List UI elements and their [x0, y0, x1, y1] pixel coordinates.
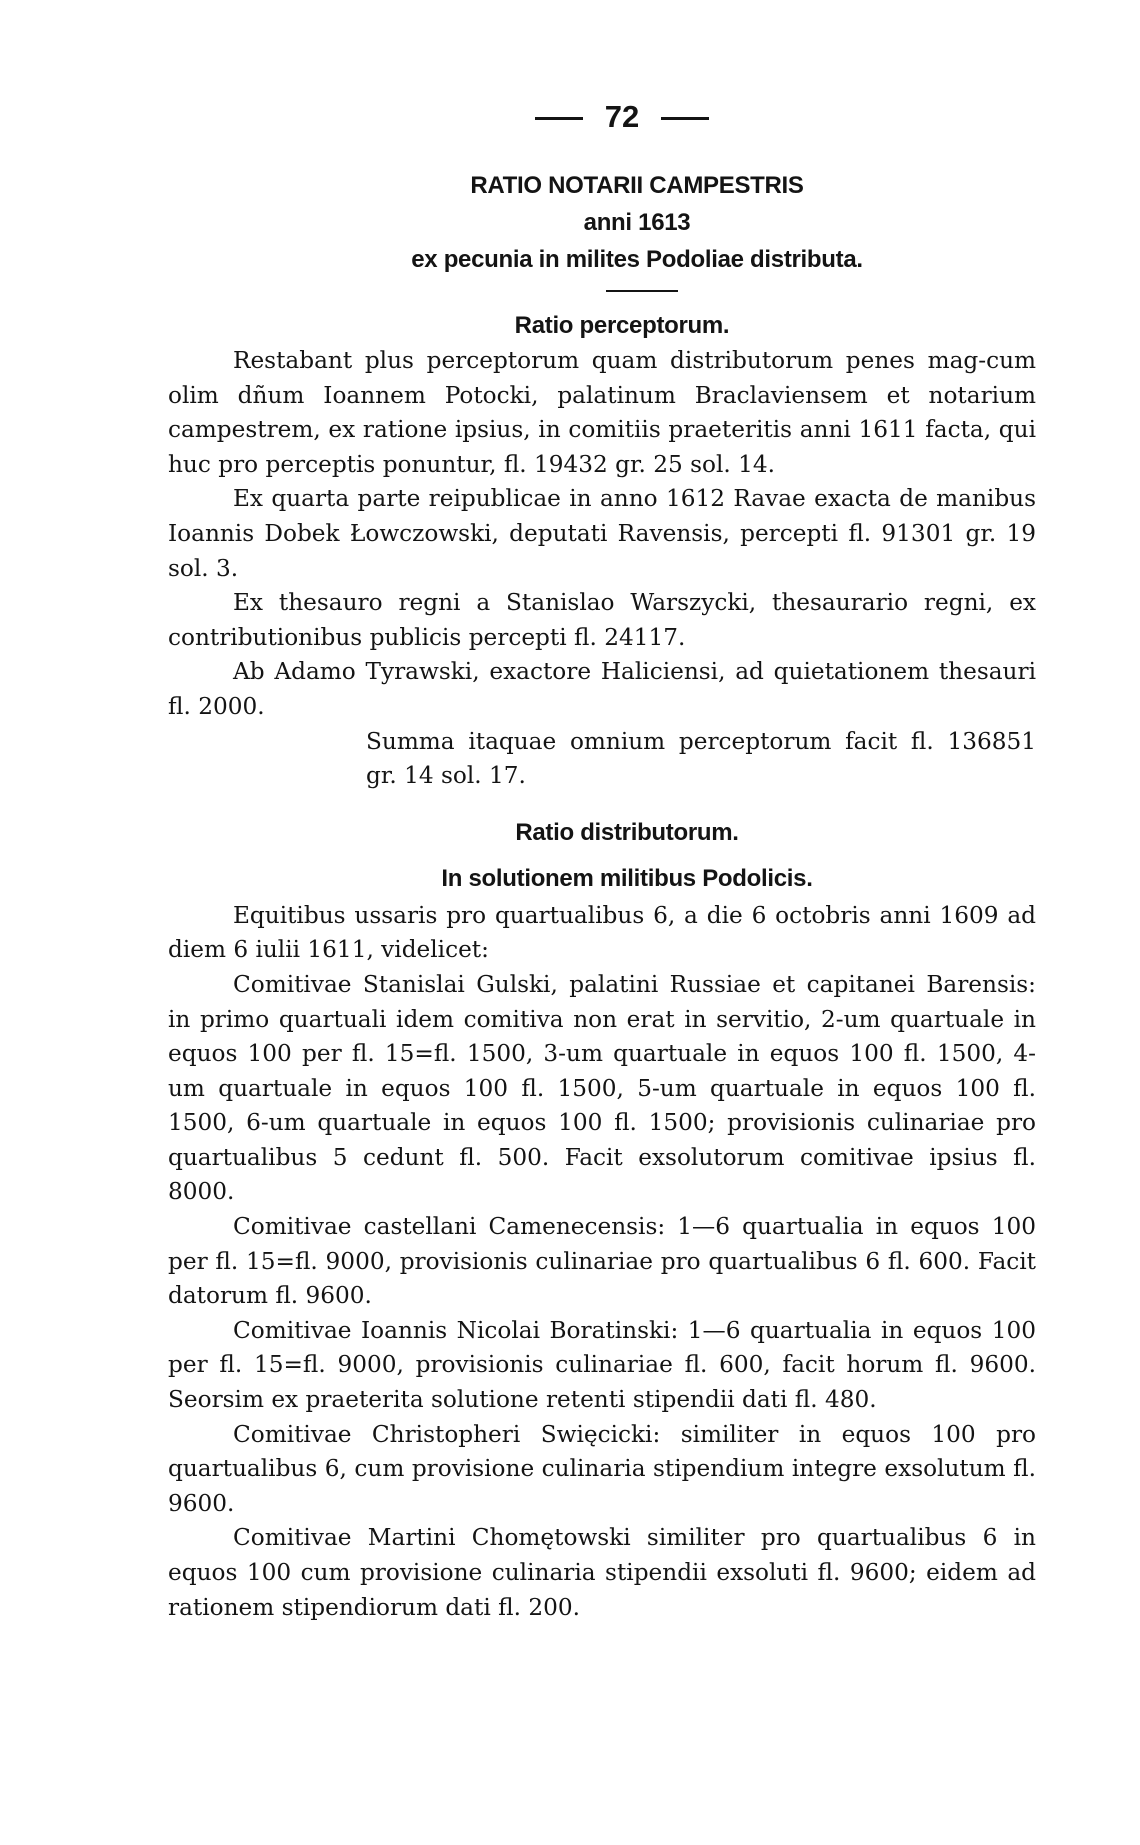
section-heading-perceptorum: Ratio perceptorum.	[514, 312, 730, 339]
document-year: anni 1613	[583, 209, 691, 236]
paragraph-distributorum-1: Equitibus ussaris pro quartualibus 6, a die 6 octobris anni 1609 ad diem 6 iulii 1611, videlicet:	[168, 901, 1036, 964]
paragraph-distributorum-3: Comitivae castellani Camenecensis: 1—6 quartualia in equos 100 per fl. 15=fl. 9000, provisionis culinariae pro quartualibus 6 fl. 600. Facit datorum fl. 9600.	[168, 1213, 1036, 1310]
document-subtitle: ex pecunia in milites Podoliae distributa.	[411, 246, 863, 273]
paragraph-distributorum-6: Comitivae Martini Chomętowski similiter pro quartualibus 6 in equos 100 cum provisione culinaria stipendii exsoluti fl. 9600; eidem ad rationem stipendiorum dati fl. 200.	[168, 1524, 1036, 1621]
paragraph-perceptorum-1: Restabant plus perceptorum quam distributorum penes mag-cum olim dñum Ioannem Potocki, palatinum Braclaviensem et notarium campestrem, ex ratione ipsius, in comitiis praeteritis anni 1611 facta, qui huc pro perceptis ponuntur, fl. 19432 gr. 25 sol. 14.	[168, 347, 1036, 478]
section-subheading-podolicis: In solutionem militibus Podolicis.	[441, 864, 813, 892]
paragraph-distributorum-5: Comitivae Christopheri Swięcicki: similiter in equos 100 pro quartualibus 6, cum provisione culinaria stipendium integre exsolutum fl. 9600.	[168, 1420, 1036, 1517]
paragraph-distributorum-4: Comitivae Ioannis Nicolai Boratinski: 1—6 quartualia in equos 100 per fl. 15=fl. 9000, provisionis culinariae fl. 600, facit horum fl. 9600. Seorsim ex praeterita solutione retenti stipendii dati fl. 480.	[168, 1316, 1036, 1414]
summa-perceptorum: Summa itaquae omnium perceptorum facit fl. 136851 gr. 14 sol. 17.	[366, 727, 1036, 790]
title-divider	[606, 290, 678, 292]
page-number-dash-left	[535, 117, 583, 120]
page-number-dash-right	[661, 117, 709, 120]
paragraph-distributorum-2: Comitivae Stanislai Gulski, palatini Russiae et capitanei Barensis: in primo quartuali idem comitiva non erat in servitio, 2-um quartuale in equos 100 per fl. 15=fl. 1500, 3-um quartuale in equos 100 fl. 1500, 4-um quartuale in equos 100 fl. 1500, 5-um quartuale in equos 100 fl. 1500, 6-um quartuale in equos 100 fl. 1500; provisionis culinariae pro quartualibus 5 cedunt fl. 500. Facit exsolutorum comitivae ipsius fl. 8000.	[168, 970, 1036, 1206]
document-title: RATIO NOTARII CAMPESTRIS	[470, 172, 804, 199]
paragraph-perceptorum-2: Ex quarta parte reipublicae in anno 1612 Ravae exacta de manibus Ioannis Dobek Łowczowski, deputati Ravensis, percepti fl. 91301 gr. 19 sol. 3.	[168, 485, 1036, 582]
section-heading-distributorum: Ratio distributorum.	[515, 818, 739, 846]
paragraph-perceptorum-4: Ab Adamo Tyrawski, exactore Haliciensi, ad quietationem thesauri fl. 2000.	[168, 658, 1036, 720]
page-number-line	[208, 95, 1036, 139]
document-page	[168, 95, 1036, 1625]
page-number: 72	[604, 99, 640, 134]
paragraph-perceptorum-3: Ex thesauro regni a Stanislao Warszycki, thesaurario regni, ex contributionibus publicis percepti fl. 24117.	[168, 589, 1036, 651]
